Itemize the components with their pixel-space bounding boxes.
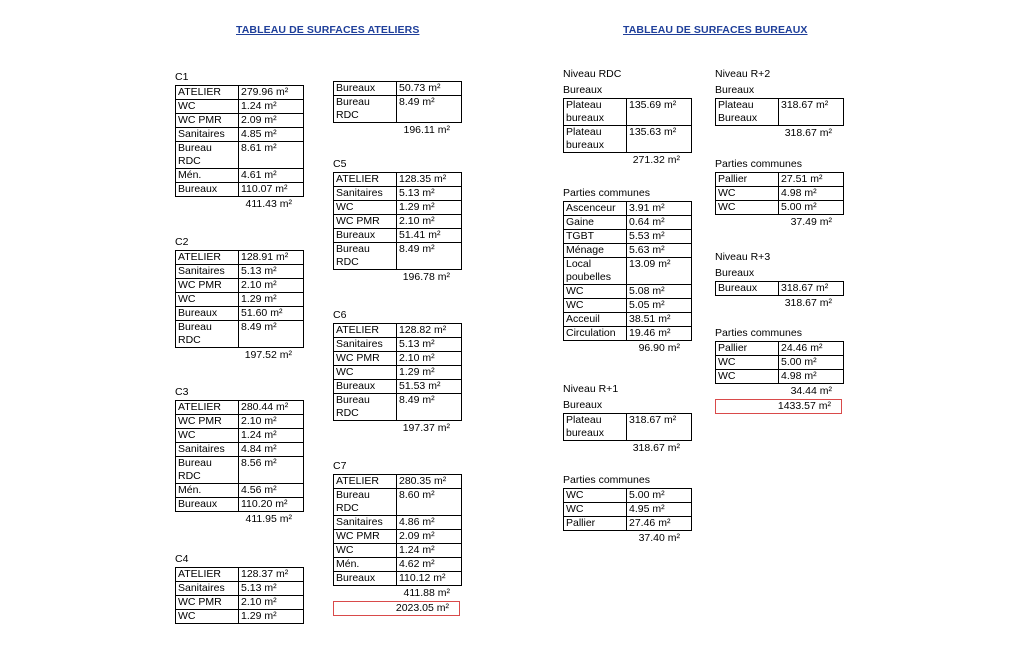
surface-table — [563, 201, 692, 341]
room-name: Acceuil — [564, 313, 627, 327]
room-name: Plateau Bureaux — [716, 99, 779, 126]
room-name: Bureaux — [334, 229, 397, 243]
subtotal: 197.52 m² — [244, 349, 292, 361]
room-area: 4.98 m² — [779, 187, 844, 201]
room-name: Bureaux — [176, 183, 239, 197]
room-name: Bureaux — [716, 282, 779, 296]
surface-row — [334, 516, 462, 530]
section-label: Parties communes — [563, 474, 650, 486]
room-name: WC — [334, 366, 397, 380]
room-name: WC — [176, 610, 239, 624]
room-name: Mén. — [334, 558, 397, 572]
surface-table — [715, 172, 844, 215]
surface-row — [334, 572, 462, 586]
surface-row — [176, 251, 304, 265]
room-name: WC — [334, 544, 397, 558]
room-area: 51.53 m² — [397, 380, 462, 394]
room-name: WC PMR — [334, 215, 397, 229]
section-label: C4 — [175, 553, 189, 565]
subtotal: 411.88 m² — [403, 587, 450, 599]
surface-row — [176, 429, 304, 443]
surface-row — [564, 327, 692, 341]
c4-continued-block — [333, 81, 462, 138]
room-name: Bureaux — [176, 498, 239, 512]
room-area: 318.67 m² — [779, 282, 844, 296]
surface-row — [176, 568, 304, 582]
room-name: WC PMR — [176, 114, 239, 128]
surface-row — [176, 582, 304, 596]
surface-table — [333, 81, 462, 123]
surface-row — [176, 596, 304, 610]
subtotal: 96.90 m² — [638, 342, 680, 354]
c3-block — [175, 384, 304, 527]
surface-row — [716, 342, 844, 356]
surface-row — [176, 307, 304, 321]
room-area: 5.13 m² — [239, 582, 304, 596]
room-area: 38.51 m² — [627, 313, 692, 327]
room-name: Mén. — [176, 169, 239, 183]
room-area: 13.09 m² — [627, 258, 692, 285]
section-sublabel: Bureaux — [563, 399, 603, 411]
room-name: Bureau RDC — [176, 457, 239, 484]
section-label: Niveau RDC — [563, 68, 622, 80]
room-area: 128.35 m² — [397, 173, 462, 187]
room-name: Bureau RDC — [334, 243, 397, 270]
room-area: 3.91 m² — [627, 202, 692, 216]
surface-row — [334, 558, 462, 572]
room-name: Bureau RDC — [334, 394, 397, 421]
room-area: 279.96 m² — [239, 86, 304, 100]
subtotal: 34.44 m² — [790, 385, 832, 397]
room-area: 5.08 m² — [627, 285, 692, 299]
surface-row — [176, 142, 304, 169]
r2-bureaux-block — [715, 66, 844, 141]
room-area: 2.10 m² — [239, 279, 304, 293]
room-area: 5.13 m² — [397, 338, 462, 352]
room-name: TGBT — [564, 230, 627, 244]
section-label: C6 — [333, 309, 347, 321]
room-name: Plateau bureaux — [564, 99, 627, 126]
room-area: 8.61 m² — [239, 142, 304, 169]
room-name: WC — [176, 429, 239, 443]
subtotal: 318.67 m² — [784, 297, 832, 309]
surface-row — [334, 96, 462, 123]
surface-table — [333, 323, 462, 421]
surface-row — [334, 394, 462, 421]
surface-row — [564, 489, 692, 503]
room-area: 2.10 m² — [239, 596, 304, 610]
surface-row — [176, 443, 304, 457]
surface-row — [176, 321, 304, 348]
room-area: 4.62 m² — [397, 558, 462, 572]
room-name: WC — [334, 201, 397, 215]
c7-block — [333, 458, 462, 616]
room-name: Gaine — [564, 216, 627, 230]
surface-row — [334, 380, 462, 394]
room-name: Bureaux — [334, 82, 397, 96]
surface-table — [563, 98, 692, 153]
c1-block — [175, 69, 304, 212]
grand-total: 2023.05 m² — [333, 601, 460, 616]
room-name: Bureau RDC — [334, 489, 397, 516]
room-area: 8.49 m² — [397, 243, 462, 270]
section-label: C2 — [175, 236, 189, 248]
surface-row — [334, 366, 462, 380]
surface-table — [715, 98, 844, 126]
surface-row — [334, 173, 462, 187]
surface-row — [176, 293, 304, 307]
surface-table — [175, 250, 304, 348]
room-name: WC PMR — [176, 596, 239, 610]
room-area: 128.37 m² — [239, 568, 304, 582]
room-name: Sanitaires — [334, 338, 397, 352]
c4-block — [175, 551, 304, 624]
room-name: Ascenceur — [564, 202, 627, 216]
surface-table — [563, 413, 692, 441]
room-area: 2.09 m² — [397, 530, 462, 544]
room-area: 8.56 m² — [239, 457, 304, 484]
section-label: C1 — [175, 71, 189, 83]
room-name: Sanitaires — [334, 187, 397, 201]
room-name: WC — [564, 489, 627, 503]
surface-row — [334, 530, 462, 544]
subtotal: 196.78 m² — [402, 271, 450, 283]
surface-row — [564, 126, 692, 153]
room-name: ATELIER — [176, 401, 239, 415]
room-name: WC — [716, 370, 779, 384]
surface-row — [176, 100, 304, 114]
surface-row — [176, 457, 304, 484]
surface-row — [564, 285, 692, 299]
room-area: 128.91 m² — [239, 251, 304, 265]
room-area: 24.46 m² — [779, 342, 844, 356]
subtotal: 318.67 m² — [784, 127, 832, 139]
room-name: Bureau RDC — [176, 321, 239, 348]
room-name: Sanitaires — [176, 443, 239, 457]
section-sublabel: Bureaux — [715, 84, 755, 96]
surface-row — [334, 489, 462, 516]
surface-row — [176, 128, 304, 142]
surface-table — [563, 488, 692, 531]
grand-total: 1433.57 m² — [715, 399, 842, 414]
surface-row — [176, 183, 304, 197]
room-area: 2.09 m² — [239, 114, 304, 128]
room-area: 110.20 m² — [239, 498, 304, 512]
room-name: Circulation — [564, 327, 627, 341]
surface-table — [715, 341, 844, 384]
r3-parties-communes-block — [715, 325, 844, 414]
surface-row — [716, 282, 844, 296]
surface-table — [175, 567, 304, 624]
surface-row — [334, 201, 462, 215]
r3-bureaux-block — [715, 249, 844, 311]
surface-row — [334, 229, 462, 243]
surface-row — [564, 230, 692, 244]
room-area: 4.85 m² — [239, 128, 304, 142]
surface-row — [716, 99, 844, 126]
room-area: 5.05 m² — [627, 299, 692, 313]
surface-row — [176, 169, 304, 183]
room-area: 135.69 m² — [627, 99, 692, 126]
room-area: 318.67 m² — [627, 414, 692, 441]
room-name: WC PMR — [334, 352, 397, 366]
room-area: 5.00 m² — [779, 356, 844, 370]
room-area: 5.63 m² — [627, 244, 692, 258]
room-area: 1.29 m² — [397, 201, 462, 215]
surface-row — [176, 279, 304, 293]
room-area: 19.46 m² — [627, 327, 692, 341]
surface-table — [175, 85, 304, 197]
surface-row — [334, 544, 462, 558]
surface-row — [564, 202, 692, 216]
room-area: 128.82 m² — [397, 324, 462, 338]
room-area: 280.35 m² — [397, 475, 462, 489]
room-name: Ménage — [564, 244, 627, 258]
room-area: 4.98 m² — [779, 370, 844, 384]
rdc-parties-communes-block — [563, 185, 692, 356]
surface-row — [334, 215, 462, 229]
room-area: 1.29 m² — [397, 366, 462, 380]
surface-row — [716, 370, 844, 384]
surface-row — [334, 338, 462, 352]
rdc-bureaux-block — [563, 66, 692, 168]
room-name: Pallier — [716, 173, 779, 187]
room-area: 4.84 m² — [239, 443, 304, 457]
surface-table — [333, 474, 462, 586]
section-label: C5 — [333, 158, 347, 170]
room-name: WC — [564, 503, 627, 517]
room-area: 8.49 m² — [397, 96, 462, 123]
room-area: 110.07 m² — [239, 183, 304, 197]
room-area: 5.00 m² — [627, 489, 692, 503]
surface-row — [176, 498, 304, 512]
section-label: Parties communes — [715, 327, 802, 339]
room-area: 318.67 m² — [779, 99, 844, 126]
r2-parties-communes-block — [715, 156, 844, 230]
room-area: 5.00 m² — [779, 201, 844, 215]
surface-row — [176, 415, 304, 429]
surface-row — [564, 258, 692, 285]
room-name: Bureau RDC — [176, 142, 239, 169]
room-area: 1.24 m² — [239, 100, 304, 114]
section-label: Parties communes — [563, 187, 650, 199]
section-sublabel: Bureaux — [563, 84, 603, 96]
room-area: 110.12 m² — [397, 572, 462, 586]
room-area: 27.51 m² — [779, 173, 844, 187]
room-name: Bureaux — [334, 572, 397, 586]
room-area: 1.24 m² — [239, 429, 304, 443]
surface-row — [334, 352, 462, 366]
surface-row — [334, 243, 462, 270]
c6-block — [333, 307, 462, 436]
room-name: Pallier — [716, 342, 779, 356]
surface-row — [564, 216, 692, 230]
room-name: WC — [176, 100, 239, 114]
room-name: Mén. — [176, 484, 239, 498]
surface-row — [334, 82, 462, 96]
section-label: Parties communes — [715, 158, 802, 170]
room-name: WC PMR — [176, 415, 239, 429]
room-area: 5.13 m² — [397, 187, 462, 201]
surface-row — [564, 313, 692, 327]
subtotal: 37.40 m² — [638, 532, 680, 544]
room-area: 51.41 m² — [397, 229, 462, 243]
subtotal: 196.11 m² — [403, 124, 450, 136]
subtotal: 411.95 m² — [245, 513, 292, 525]
room-name: WC — [716, 356, 779, 370]
room-name: WC PMR — [334, 530, 397, 544]
room-name: Plateau bureaux — [564, 414, 627, 441]
c5-block — [333, 156, 462, 285]
room-name: Local poubelles — [564, 258, 627, 285]
room-area: 51.60 m² — [239, 307, 304, 321]
room-name: Bureaux — [334, 380, 397, 394]
surface-row — [564, 503, 692, 517]
room-name: Bureau RDC — [334, 96, 397, 123]
room-name: WC — [564, 299, 627, 313]
room-name: Sanitaires — [176, 265, 239, 279]
room-area: 2.10 m² — [397, 215, 462, 229]
subtotal: 37.49 m² — [790, 216, 832, 228]
room-area: 4.95 m² — [627, 503, 692, 517]
room-name: WC — [564, 285, 627, 299]
room-name: WC — [716, 201, 779, 215]
room-area: 5.13 m² — [239, 265, 304, 279]
room-area: 1.29 m² — [239, 610, 304, 624]
r1-bureaux-block — [563, 381, 692, 456]
r1-parties-communes-block — [563, 472, 692, 546]
surface-row — [564, 517, 692, 531]
subtotal: 271.32 m² — [632, 154, 680, 166]
room-area: 4.56 m² — [239, 484, 304, 498]
section-label: Niveau R+1 — [563, 383, 619, 395]
room-name: ATELIER — [176, 251, 239, 265]
section-label: Niveau R+3 — [715, 251, 771, 263]
room-area: 50.73 m² — [397, 82, 462, 96]
room-name: ATELIER — [176, 568, 239, 582]
room-area: 2.10 m² — [397, 352, 462, 366]
room-area: 4.61 m² — [239, 169, 304, 183]
surface-row — [176, 114, 304, 128]
room-name: WC — [716, 187, 779, 201]
room-area: 1.29 m² — [239, 293, 304, 307]
room-name: ATELIER — [334, 324, 397, 338]
surface-row — [564, 299, 692, 313]
surface-table — [175, 400, 304, 512]
surface-row — [334, 187, 462, 201]
room-area: 8.60 m² — [397, 489, 462, 516]
room-name: Plateau bureaux — [564, 126, 627, 153]
ateliers-title: TABLEAU DE SURFACES ATELIERS — [236, 24, 420, 36]
c2-block — [175, 234, 304, 363]
room-name: Sanitaires — [334, 516, 397, 530]
surface-row — [176, 610, 304, 624]
room-name: Bureaux — [176, 307, 239, 321]
room-name: Pallier — [564, 517, 627, 531]
section-label: C3 — [175, 386, 189, 398]
surface-row — [716, 201, 844, 215]
section-label: Niveau R+2 — [715, 68, 771, 80]
bureaux-title: TABLEAU DE SURFACES BUREAUX — [623, 24, 808, 36]
room-area: 0.64 m² — [627, 216, 692, 230]
room-area: 4.86 m² — [397, 516, 462, 530]
surface-row — [564, 244, 692, 258]
subtotal: 411.43 m² — [245, 198, 292, 210]
room-area: 1.24 m² — [397, 544, 462, 558]
section-label: C7 — [333, 460, 347, 472]
surface-table — [333, 172, 462, 270]
surface-row — [334, 475, 462, 489]
surface-row — [716, 173, 844, 187]
surface-row — [176, 401, 304, 415]
surface-row — [176, 86, 304, 100]
surface-row — [564, 99, 692, 126]
room-area: 280.44 m² — [239, 401, 304, 415]
section-sublabel: Bureaux — [715, 267, 755, 279]
room-area: 8.49 m² — [397, 394, 462, 421]
room-name: ATELIER — [176, 86, 239, 100]
surface-row — [176, 265, 304, 279]
room-name: ATELIER — [334, 173, 397, 187]
surface-row — [176, 484, 304, 498]
surface-row — [716, 356, 844, 370]
surface-row — [716, 187, 844, 201]
surface-row — [564, 414, 692, 441]
room-area: 8.49 m² — [239, 321, 304, 348]
room-name: Sanitaires — [176, 582, 239, 596]
surface-row — [334, 324, 462, 338]
room-area: 135.63 m² — [627, 126, 692, 153]
room-name: WC — [176, 293, 239, 307]
surface-table — [715, 281, 844, 296]
room-name: WC PMR — [176, 279, 239, 293]
room-name: Sanitaires — [176, 128, 239, 142]
room-area: 27.46 m² — [627, 517, 692, 531]
subtotal: 318.67 m² — [632, 442, 680, 454]
room-area: 2.10 m² — [239, 415, 304, 429]
room-area: 5.53 m² — [627, 230, 692, 244]
room-name: ATELIER — [334, 475, 397, 489]
subtotal: 197.37 m² — [402, 422, 450, 434]
